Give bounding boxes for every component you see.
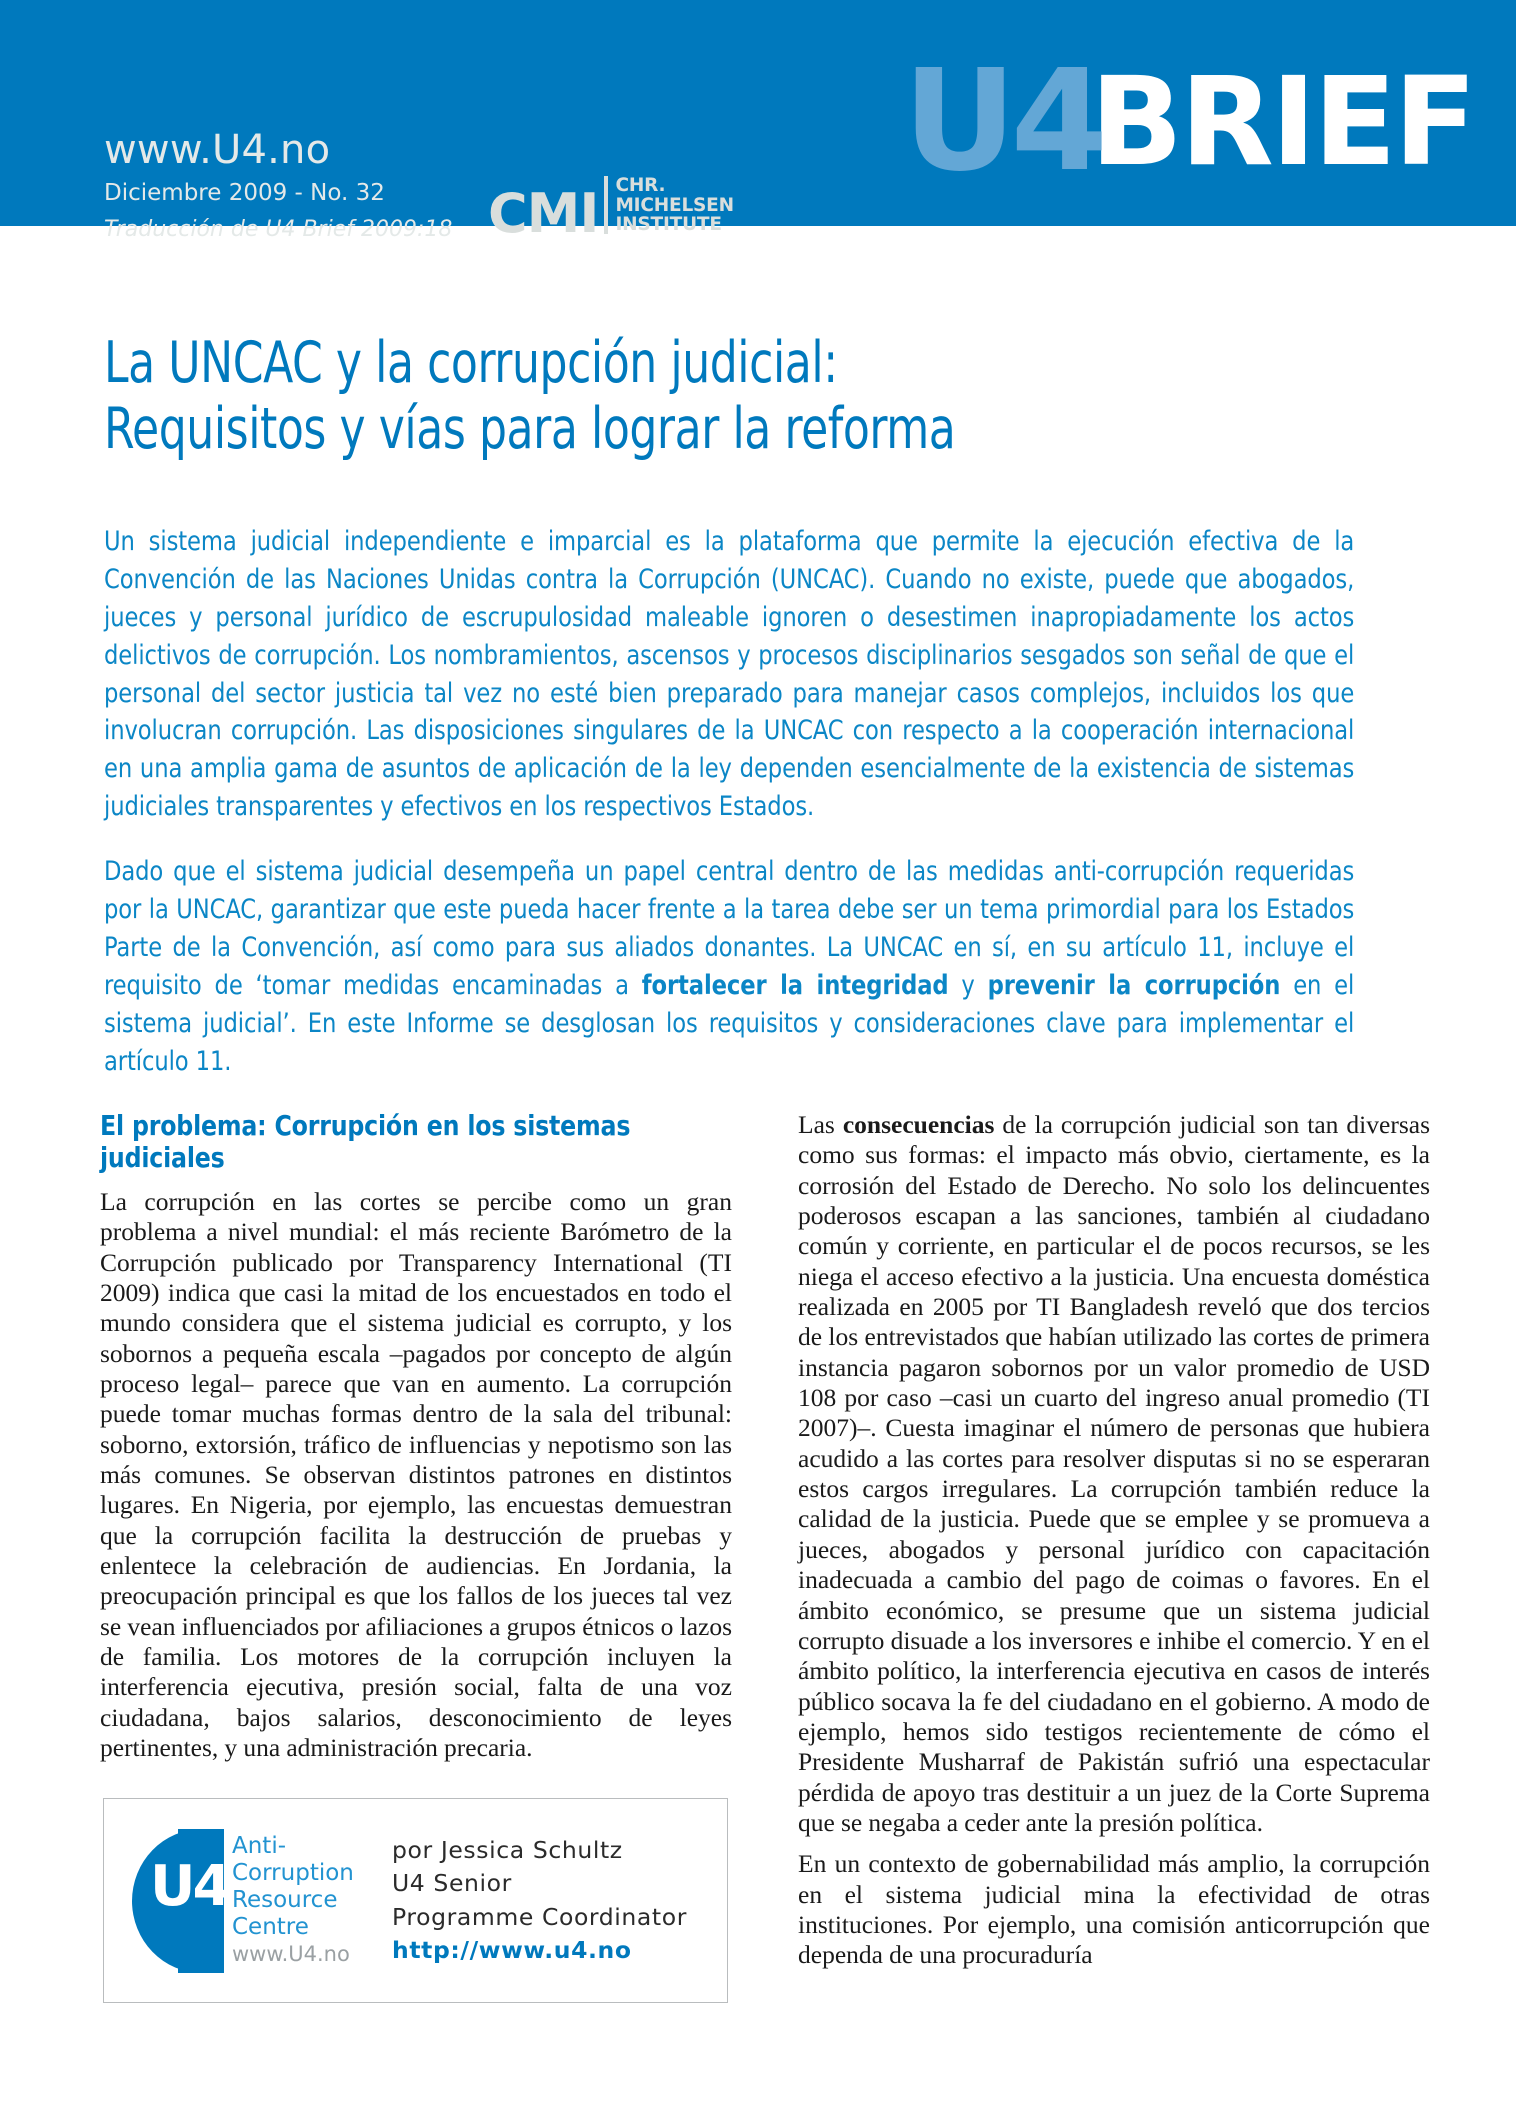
cmi-monogram: CMI [488,181,599,245]
intro-paragraph-1: Un sistema judicial independiente e imparcial es la plataforma que permite la ejecución efectiva de la Convención de las Naciones Unidas contra la Corrupción (UNCAC). Cuando no existe, puede que abogados, jueces y personal jurídico de escrupulosidad maleable ignoren o desestimen inapropiadamente los actos delictivos de corrupción. Los nombramientos, ascensos y procesos disciplinarios sesgados son señal de que el personal del sector justicia tal vez no esté bien preparado para manejar casos complejos, incluidos los que involucran corrupción. Las disposiciones singulares de la UNCAC con respecto a la cooperación internacional en una amplia gama de asuntos de aplicación de la ley dependen esencialmente de la existencia de sistemas judiciales transparentes y efectivos en los respectivos Estados. [104,526,1355,823]
u4-resource-centre-logo [132,1821,354,1981]
left-column-paragraph-1: La corrupción en las cortes se percibe como un gran problema a nivel mundial: el más reciente Barómetro de la Corrupción publicado por Transparency International (TI 2009) indica que casi la mitad de los encuestados en todo el mundo considera que el sistema judicial es corrupto, y los sobornos a pequeña escala –pagados por concepto de algún proceso legal– parece que van en aumento. La corrupción puede tomar muchas formas dentro de la sala del tribunal: soborno, extorsión, tráfico de influencias y nepotismo son las más comunes. Se observan distintos patrones en distintos lugares. En Nigeria, por ejemplo, las encuestas demuestran que la corrupción facilita la destrucción de pruebas y enlentece la celebración de audiencias. En Jordania, la preocupación principal es que los fallos de los jueces tal vez se vean influenciados por afiliaciones a grupos étnicos o lazos de familia. Los motores de la corrupción incluyen la interferencia ejecutiva, presión social, falta de una voz ciudadana, bajos salarios, desconocimiento de leyes pertinentes, y una administración precaria. [100,1186,732,1763]
author-role-line-1: U4 Senior [392,1869,512,1898]
cmi-line-2: MICHELSEN [615,194,734,216]
intro-p2-part-3: en el sistema judicial’. En este Informe se desglosan los requisitos y consideraciones clave para implementar el artículo 11. [104,969,1355,1077]
intro-p2-part-2: y [948,969,988,1001]
right-p1-part-1: Las [798,1110,843,1139]
u4-logo-url: www.U4.no [232,1942,350,1966]
author-byline: por Jessica Schultz [392,1835,623,1864]
u4-logo-word-3: Resource [232,1886,338,1913]
u4-wordmark-text: U4 [902,40,1102,203]
page-title-line-1: La UNCAC y la corrupción judicial: [104,330,838,396]
cmi-wordmark [615,176,733,236]
cmi-logo [488,175,734,245]
u4-logo-word-4: Centre [232,1913,309,1940]
cmi-divider [604,176,608,234]
cmi-line-3: INSTITUTE [615,214,722,236]
masthead-meta [104,127,453,242]
right-p1-bold: consecuencias [842,1110,995,1139]
author-box [103,1798,728,2003]
intro-paragraph-2 [104,853,1354,1080]
author-role-line-2: Programme Coordinator [392,1902,687,1931]
right-column-paragraph-1 [798,1110,1430,1838]
intro-p2-bold-2: prevenir la corrupción [987,969,1281,1001]
masthead-banner [0,0,1516,245]
masthead-issue: Diciembre 2009 - No. 32 [104,180,385,206]
u4-logo-word-2: Corruption [232,1859,354,1886]
page-title [104,330,1434,462]
u4brief-wordmark [902,40,1474,203]
masthead-translation: Traducción de U4 Brief 2009:18 [104,217,453,242]
masthead-url: www.U4.no [104,127,331,173]
page-title-line-2: Requisitos y vías para lograr la reforma [104,396,956,463]
brief-wordmark-text: BRIEF [1089,51,1474,193]
right-p1-part-2: de la corrupción judicial son tan diversas como sus formas: el impacto más obvio, ciertamente, es la corrosión del Estado de Derecho. No solo los delincuentes poderosos escapan a las sanciones, también al ciudadano común y corriente, en particular el de pocos recursos, se les niega el acceso efectivo a la justicia. Una encuesta doméstica realizada en 2005 por TI Bangladesh reveló que dos tercios de los entrevistados que habían utilizado las cortes de primera instancia pagaron sobornos por un valor promedio de USD 108 por caso –casi un cuarto del ingreso anual promedio (TI 2007)–. Cuesta imaginar el número de personas que hubiera acudido a las cortes para resolver disputas si no se esperaran estos cargos irregulares. La corrupción también reduce la calidad de la justicia. Puede que se emplee y se promueva a jueces, abogados y personal jurídico con capacitación inadecuada a cambio del pago de coimas o favores. En el ámbito económico, se presume que un sistema judicial corrupto disuade a los inversores e inhibe el comercio. Y en el ámbito político, la interferencia ejecutiva en casos de interés público socava la fe del ciudadano en el gobierno. A modo de ejemplo, hemos sido testigos recientemente de cómo el Presidente Musharraf de Pakistán sufrió una espectacular pérdida de apoyo tras destituir a un juez de la Corte Suprema que se negaba a ceder ante la presión política. [798,1110,1430,1837]
intro-section [104,523,1420,1107]
cmi-line-1: CHR. [615,175,666,196]
right-column [798,1110,1430,1982]
u4-logo-word-1: Anti- [232,1832,287,1859]
u4-logo-wordmark [232,1833,354,1969]
right-column-paragraph-2: En un contexto de gobernabilidad más amplio, la corrupción en el sistema judicial mina la efectividad de otras instituciones. Por ejemplo, una comisión anticorrupción que dependa de una procuraduría [798,1849,1430,1970]
author-details [392,1834,687,1967]
intro-p2-bold-1: fortalecer la integridad [641,969,949,1001]
u4-logo-glyph: U4 [150,1853,229,1919]
intro-p2-part-1: Dado que el sistema judicial desempeña un papel central dentro de las medidas anti-corrupción requeridas por la UNCAC, garantizar que este pueda hacer frente a la tarea debe ser un tema primordial para los Estados Parte de la Convención, así como para sus aliados donantes. La UNCAC en sí, en su artículo 11, incluye el requisito de ‘tomar medidas encaminadas a [104,856,1355,1001]
author-website-link[interactable]: http://www.u4.no [392,1935,632,1964]
section-heading-problema: El problema: Corrupción en los sistemas judiciales [100,1109,631,1175]
